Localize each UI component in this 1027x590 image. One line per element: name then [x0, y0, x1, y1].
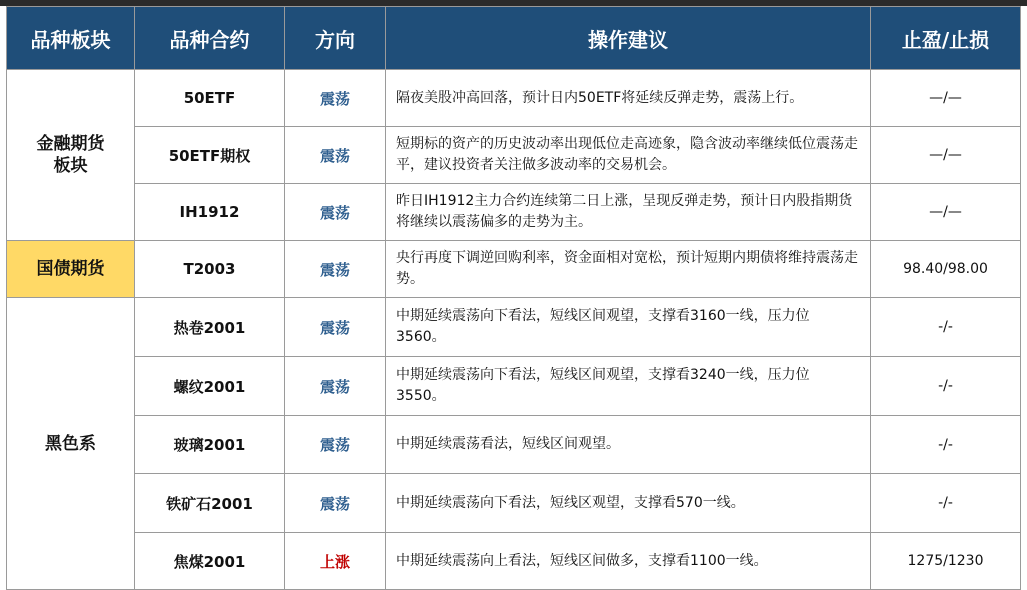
stop-cell: -/-: [871, 357, 1021, 416]
stop-cell: 1275/1230: [871, 533, 1021, 590]
table-row: [7, 357, 1021, 416]
contract-cell: 铁矿石2001: [135, 474, 285, 533]
advice-cell: 央行再度下调逆回购利率，资金面相对宽松，预计短期内期债将维持震荡走势。: [386, 241, 871, 298]
advice-cell: 短期标的资产的历史波动率出现低位走高迹象，隐含波动率继续低位震荡走平，建议投资者关注做多波动率的交易机会。: [386, 127, 871, 184]
contract-cell: T2003: [135, 241, 285, 298]
direction-cell: 震荡: [285, 70, 386, 127]
table-row: [7, 241, 1021, 298]
table-row: [7, 474, 1021, 533]
direction-cell: 震荡: [285, 241, 386, 298]
header-contract: 品种合约: [135, 7, 285, 70]
header-sector: 品种板块: [7, 7, 135, 70]
advice-cell: 中期延续震荡向下看法，短线区观望，支撑看570一线。: [386, 474, 871, 533]
contract-cell: 螺纹2001: [135, 357, 285, 416]
header-stop: 止盈/止损: [871, 7, 1021, 70]
table-row: [7, 298, 1021, 357]
table-row: [7, 533, 1021, 590]
contract-cell: 玻璃2001: [135, 416, 285, 474]
direction-cell: 震荡: [285, 474, 386, 533]
advice-cell: 中期延续震荡看法，短线区间观望。: [386, 416, 871, 474]
advice-cell: 昨日IH1912主力合约连续第二日上涨，呈现反弹走势，预计日内股指期货将继续以震荡偏多的走势为主。: [386, 184, 871, 241]
stop-cell: —/—: [871, 70, 1021, 127]
stop-cell: —/—: [871, 127, 1021, 184]
table-row: [7, 70, 1021, 127]
advice-cell: 中期延续震荡向下看法，短线区间观望，支撑看3240一线，压力位3550。: [386, 357, 871, 416]
table-row: [7, 127, 1021, 184]
header-direction: 方向: [285, 7, 386, 70]
advice-cell: 隔夜美股冲高回落，预计日内50ETF将延续反弹走势，震荡上行。: [386, 70, 871, 127]
direction-cell: 震荡: [285, 184, 386, 241]
direction-cell: 震荡: [285, 416, 386, 474]
header-advice: 操作建议: [386, 7, 871, 70]
advice-cell: 中期延续震荡向上看法，短线区间做多，支撑看1100一线。: [386, 533, 871, 590]
direction-cell: 震荡: [285, 357, 386, 416]
contract-cell: 热卷2001: [135, 298, 285, 357]
contract-cell: IH1912: [135, 184, 285, 241]
contract-cell: 50ETF: [135, 70, 285, 127]
stop-cell: -/-: [871, 298, 1021, 357]
sector-cell: 黑色系: [7, 298, 135, 590]
stop-cell: 98.40/98.00: [871, 241, 1021, 298]
header-row: [7, 7, 1021, 70]
table-row: [7, 416, 1021, 474]
direction-cell: 震荡: [285, 127, 386, 184]
contract-cell: 焦煤2001: [135, 533, 285, 590]
direction-cell: 上涨: [285, 533, 386, 590]
stop-cell: -/-: [871, 474, 1021, 533]
advice-cell: 中期延续震荡向下看法，短线区间观望，支撑看3160一线，压力位3560。: [386, 298, 871, 357]
contract-cell: 50ETF期权: [135, 127, 285, 184]
strategy-table: [6, 6, 1021, 590]
stop-cell: —/—: [871, 184, 1021, 241]
sector-cell: 金融期货 板块: [7, 70, 135, 241]
table-row: [7, 184, 1021, 241]
sector-cell: 国债期货: [7, 241, 135, 298]
stop-cell: -/-: [871, 416, 1021, 474]
direction-cell: 震荡: [285, 298, 386, 357]
